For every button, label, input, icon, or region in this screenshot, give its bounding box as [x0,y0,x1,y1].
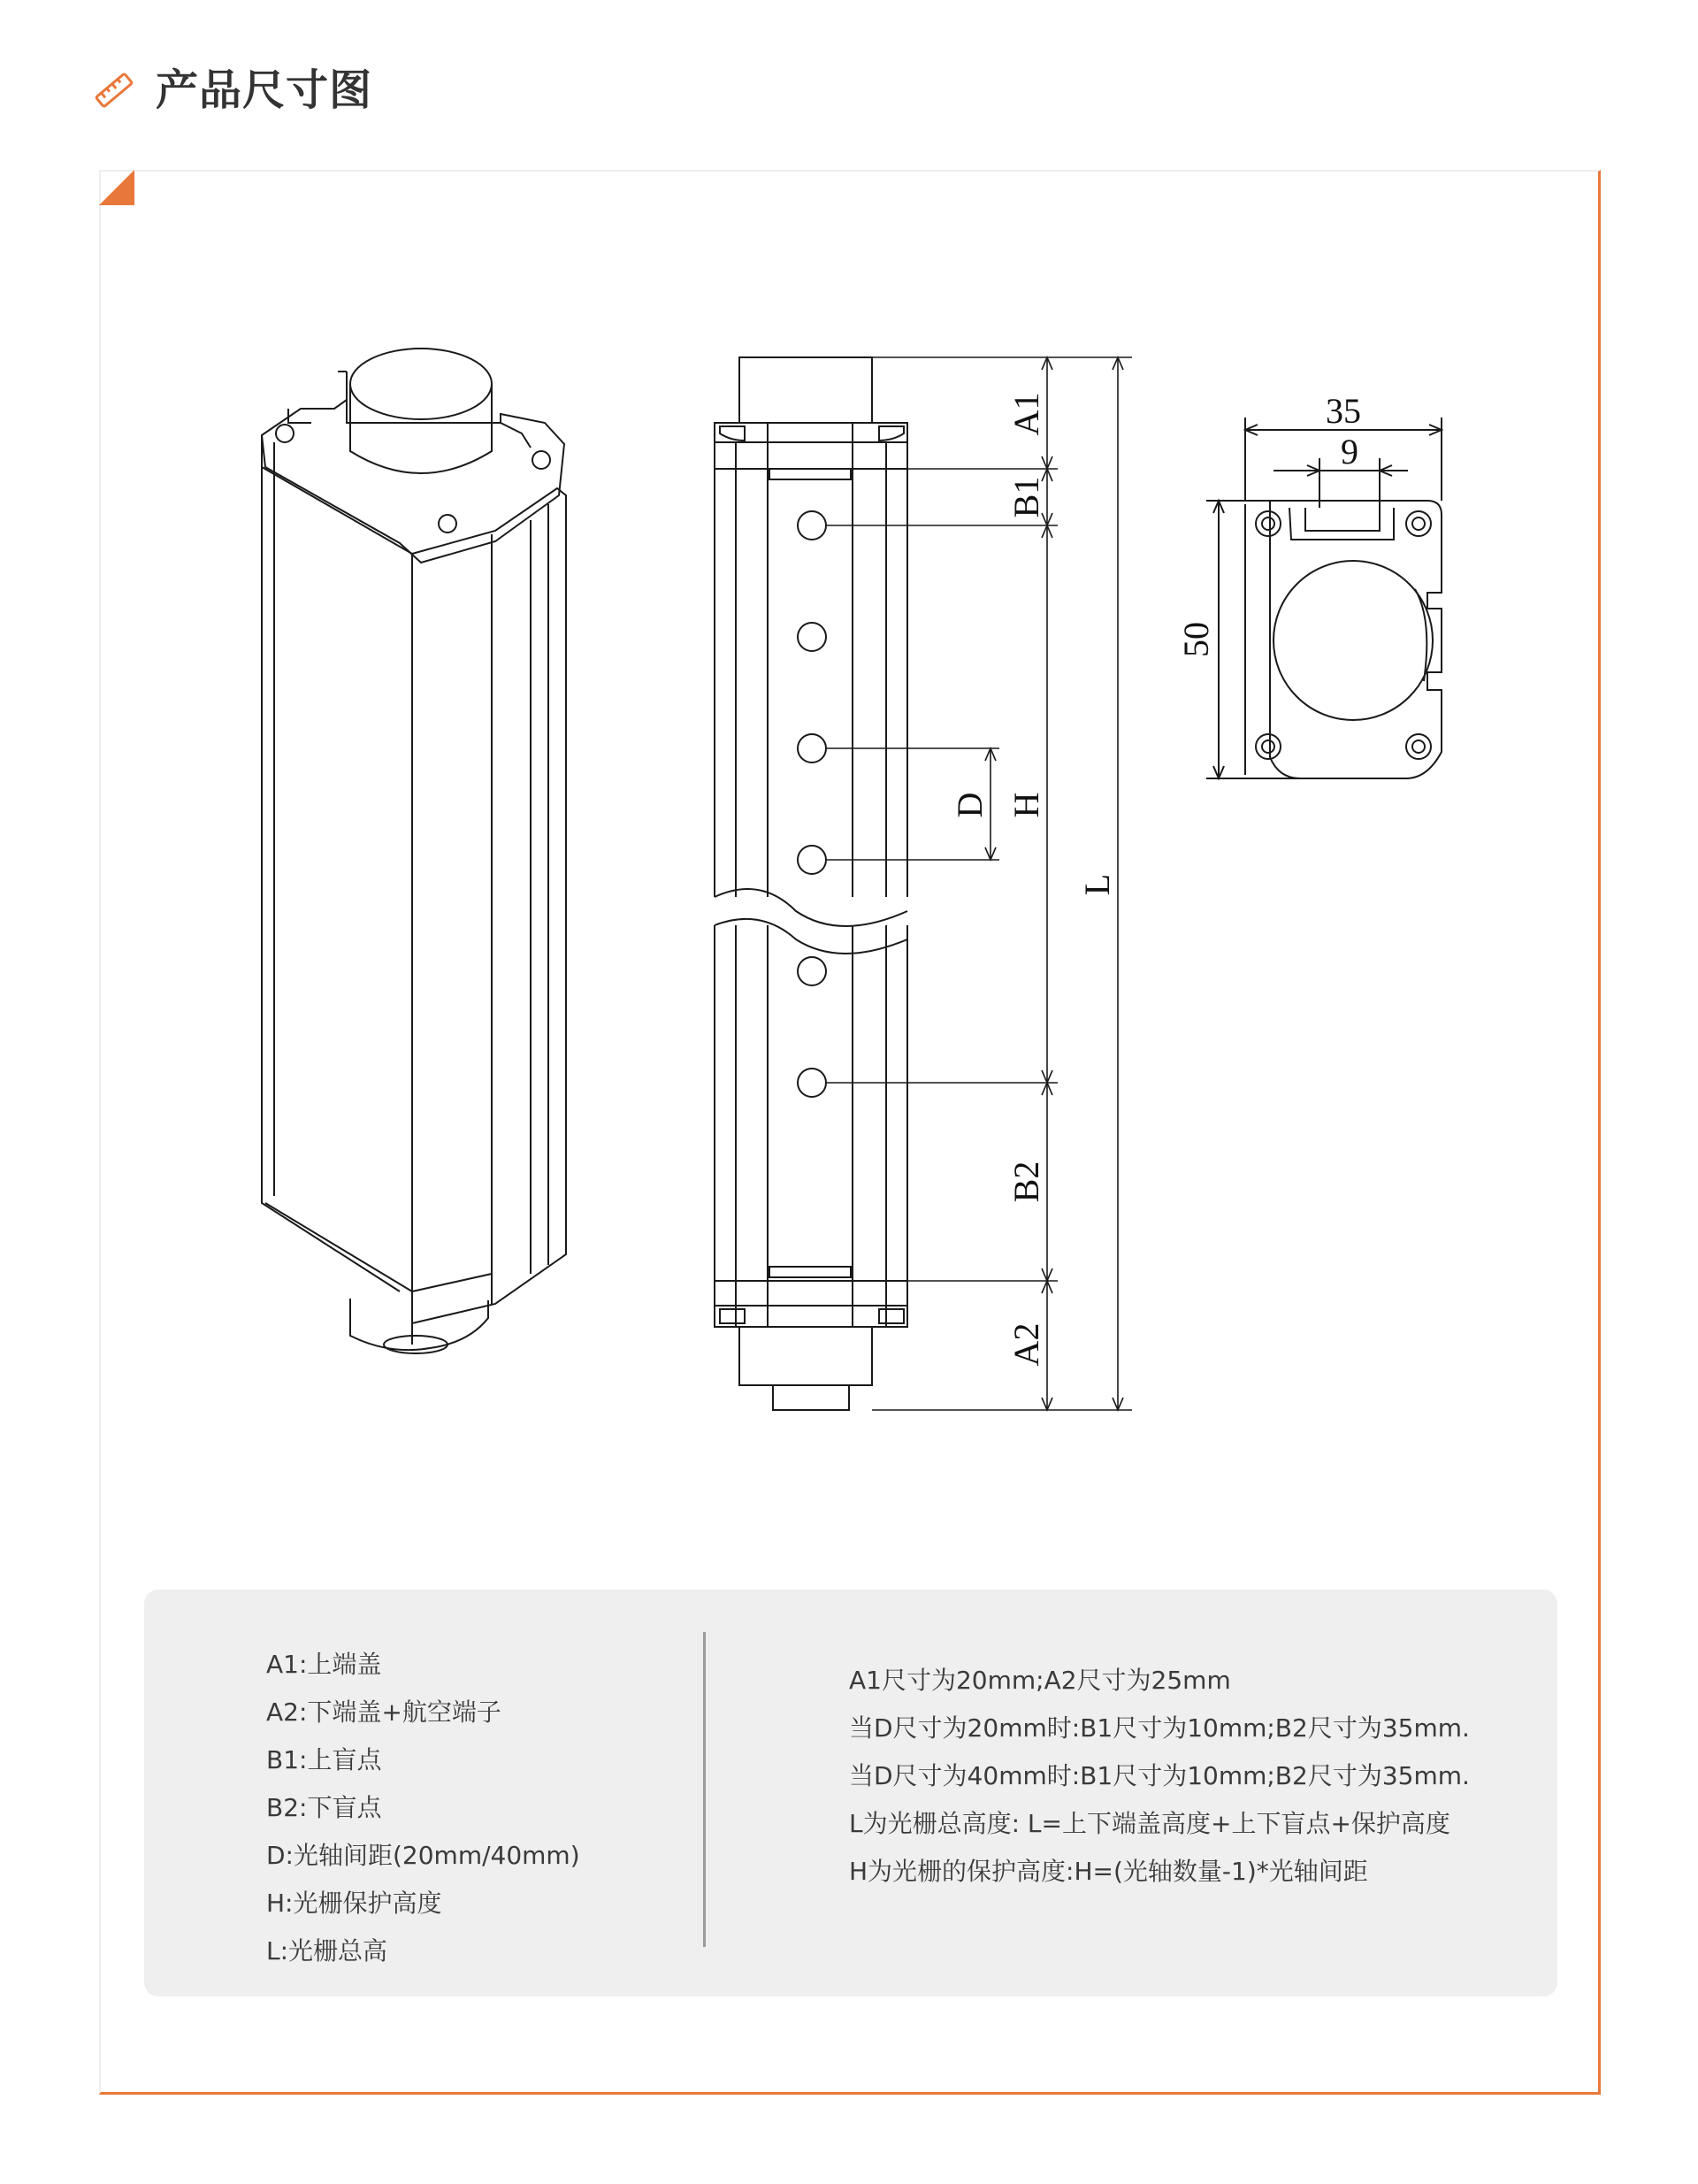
dim-label-b1: B1 [1006,476,1046,518]
dim-label-slot-9: 9 [1341,432,1358,471]
dim-label-a1: A1 [1006,392,1046,436]
legend-item: A1:上端盖 [266,1650,382,1679]
dim-label-d: D [950,792,990,818]
note-item: L为光栅总高度: L=上下端盖高度+上下盲点+保护高度 [849,1809,1450,1838]
note-item: H为光栅的保护高度:H=(光轴数量-1)*光轴间距 [849,1857,1368,1886]
dim-label-height-50: 50 [1176,622,1216,657]
note-item: A1尺寸为20mm;A2尺寸为25mm [849,1666,1231,1695]
panel-divider [703,1632,706,1947]
dim-label-b2: B2 [1006,1161,1046,1203]
legend-item: B2:下盲点 [266,1793,382,1822]
legend-item: H:光栅保护高度 [266,1889,442,1918]
legend-panel [144,1590,1557,1996]
dim-label-a2: A2 [1006,1322,1046,1367]
note-item: 当D尺寸为40mm时:B1尺寸为10mm;B2尺寸为35mm. [849,1761,1470,1790]
notes-list [849,1657,1470,1896]
side-view [1206,418,1442,778]
legend-item: D:光轴间距(20mm/40mm) [266,1841,580,1870]
isometric-view [262,349,566,1353]
dim-label-h: H [1006,792,1046,818]
front-view [715,357,907,1410]
page-title: 产品尺寸图 [156,65,373,115]
dim-label-width-35: 35 [1326,391,1361,431]
dim-label-l: L [1077,873,1117,896]
legend-item: L:光栅总高 [266,1936,388,1966]
legend-item: A2:下端盖+航空端子 [266,1697,501,1727]
legend-item: B1:上盲点 [266,1745,382,1774]
legend-list [266,1641,580,1975]
note-item: 当D尺寸为20mm时:B1尺寸为10mm;B2尺寸为35mm. [849,1713,1470,1743]
